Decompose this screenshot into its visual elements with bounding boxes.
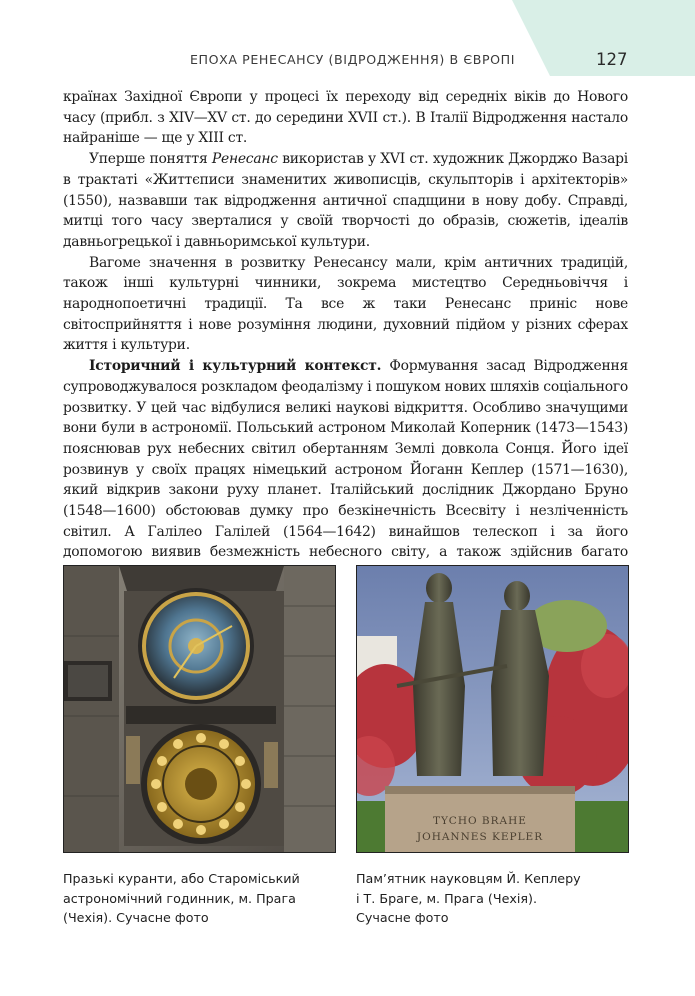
page-number: 127 [596,50,628,69]
photo-caption-left [63,869,300,928]
plinth-inscription-line2: JOHANNES KEPLER [416,831,544,843]
emphasis-term: Ренесанс [211,151,278,168]
main-text [63,87,628,584]
photo-caption-right [356,869,581,928]
paragraph-text: використав у XVI ст. художник Джорджо Вазарі в трактаті «Життєписи знаменитих живописців, скульпторів і архітекторів» (1550), назвавши так відродження античної спадщини в нову добу. Справді, митці того часу зверталися у своїй творчості до образів, сюжетів, ідеалів давньогрецької і давньоримської культури. [63,151,628,250]
kepler-brahe-monument-photo [356,565,629,853]
plinth-inscription-line1: TYCHO BRAHE [433,815,527,827]
paragraph: країнах Західної Європи у процесі їх переходу від середніх віків до Нового часу (прибл. з XIV—XV ст. до середини XVII ст.). В Італії Відродження настало найраніше — ще у XIII ст. [63,89,628,147]
paragraph: Вагоме значення в розвитку Ренесансу мали, крім античних традицій, також інші культурні чинники, зокрема мистецтво Середньовіччя і народнопоетичні традиції. Та все ж таки Ренесанс приніс нове світосприйняття і нове розуміння людини, духовний підйом у різних сферах життя і культури. [63,254,628,354]
paragraph [63,149,628,253]
section-heading: Історичний і культурний контекст. [89,358,382,375]
caption-line: Празькі куранти, або Староміський [63,871,300,886]
running-header: ЕПОХА РЕНЕСАНСУ (ВІДРОДЖЕННЯ) В ЄВРОПІ [190,52,516,67]
caption-line: Пам’ятник науковцям Й. Кеплеру [356,871,581,886]
paragraph-text: Формування засад Відродження супроводжувалося розкладом феодалізму і пошуком нових шляхів соціального розвитку. У цей час відбулися великі наукові відкриття. Особливо значущими вони були в астрономії. Польський астроном Миколай Коперник (1473—1543) пояснював рух небесних світил обертанням Землі довкола Сонця. Його ідеї розвинув у своїх працях німецький астроном Йоганн Кеплер (1571—1630), який відкрив закони руху планет. Італійський дослідник Джордано Бруно (1548—1600) обстоював думку про безкінечність Всесвіту і незліченність світил. А Галілео Галілей (1564—1642) винайшов телескоп і за його допомогою виявив безмежність небесного світу, а також здійснив багато [63,358,628,561]
caption-line: Сучасне фото [356,910,449,925]
paragraph-text: Уперше поняття [89,151,212,168]
caption-line: астрономічний годинник, м. Прага [63,890,296,906]
paragraph [63,356,628,584]
caption-line: і Т. Браге, м. Прага (Чехія). [356,890,538,906]
astronomical-clock-photo [63,565,336,853]
caption-line: (Чехія). Сучасне фото [63,910,209,925]
